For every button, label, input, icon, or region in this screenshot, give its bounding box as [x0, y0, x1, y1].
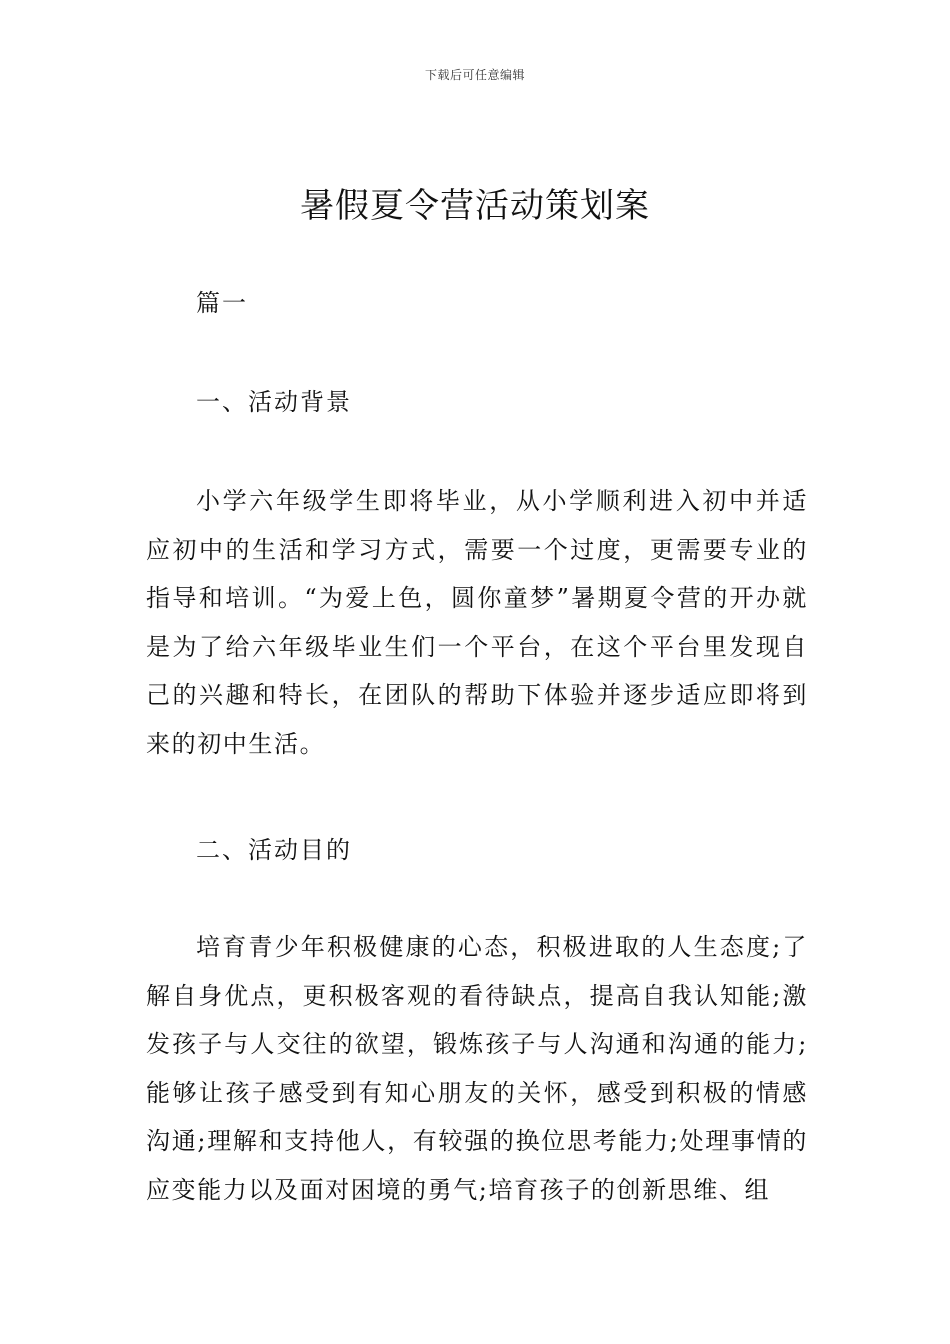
section-heading-purpose: 二、活动目的 [196, 836, 352, 864]
section-heading-background: 一、活动背景 [196, 388, 352, 416]
section-body-purpose: 培育青少年积极健康的心态，积极进取的人生态度;了解自身优点，更积极客观的看待缺点，提高自我认知能;激发孩子与人交往的欲望，锻炼孩子与人沟通和沟通的能力;能够让孩子感受到有知心朋友的关怀，感受到积极的情感沟通;理解和支持他人，有较强的换位思考能力;处理事情的应变能力以及面对困境的勇气;培育孩子的创新思维、组 [146, 933, 808, 1204]
part-label: 篇一 [196, 289, 248, 317]
page-header-note: 下载后可任意编辑 [424, 68, 525, 82]
section-body-background: 小学六年级学生即将毕业，从小学顺利进入初中并适应初中的生活和学习方式，需要一个过度，更需要专业的指导和培训。“为爱上色，圆你童梦”暑期夏令营的开办就是为了给六年级毕业生们一个平台，在这个平台里发现自己的兴趣和特长，在团队的帮助下体验并逐步适应即将到来的初中生活。 [146, 487, 808, 758]
document-title: 暑假夏令营活动策划案 [300, 186, 650, 226]
